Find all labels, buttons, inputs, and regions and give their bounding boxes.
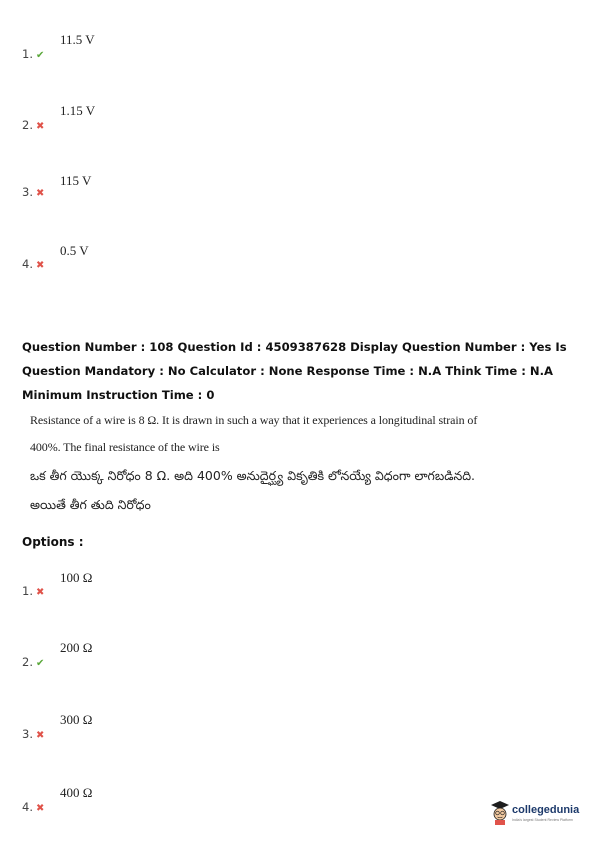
prev-option-text-4: 0.5 V	[60, 243, 89, 258]
option-number-3: 3. ✖	[22, 727, 45, 741]
question-text-line-2: 400%. The final resistance of the wire is	[30, 440, 220, 454]
question-telugu-line-1: ఒక తీగ యొక్క నిరోధం 8 Ω. అది 400% అనుదైర్ఘ్య వికృతికి లోనయ్యే విధంగా లాగబడినది.	[30, 468, 476, 483]
prev-option-number-4: 4. ✖	[22, 257, 45, 271]
student-mascot-icon	[490, 800, 510, 826]
option-text-3: 300 Ω	[60, 712, 93, 727]
option-text-4: 400 Ω	[60, 785, 93, 800]
option-number-2: 2. ✔	[22, 655, 45, 669]
prev-option-text-2: 1.15 V	[60, 103, 96, 118]
cross-icon: ✖	[35, 587, 45, 598]
options-label: Options :	[22, 535, 84, 549]
collegedunia-logo[interactable]	[490, 800, 590, 830]
option-number-4: 4. ✖	[22, 800, 45, 814]
prev-option-number-2: 2. ✖	[22, 118, 45, 132]
cross-icon: ✖	[35, 803, 45, 814]
cross-icon: ✖	[35, 188, 45, 199]
logo-tagline: India's largest Student Review Platform	[512, 818, 573, 822]
prev-option-number-1: 1. ✔	[22, 47, 45, 61]
check-icon: ✔	[35, 50, 45, 61]
option-number-1: 1. ✖	[22, 584, 45, 598]
option-text-1: 100 Ω	[60, 570, 93, 585]
question-telugu-line-2: అయితే తీగ తుది నిరోధం	[30, 497, 151, 512]
prev-option-text-3: 115 V	[60, 173, 92, 188]
cross-icon: ✖	[35, 730, 45, 741]
option-text-2: 200 Ω	[60, 640, 93, 655]
prev-option-text-1: 11.5 V	[60, 32, 95, 47]
logo-name: collegedunia	[512, 804, 580, 816]
check-icon: ✔	[35, 658, 45, 669]
cross-icon: ✖	[35, 260, 45, 271]
question-header: Question Number : 108 Question Id : 4509387628 Display Question Number : Yes Is Question Mandatory : No Calculator : None Response Time : N.A Think Time : N.A Minimum Instruction Time : 0	[22, 340, 567, 402]
cross-icon: ✖	[35, 121, 45, 132]
prev-option-number-3: 3. ✖	[22, 185, 45, 199]
question-text-line-1: Resistance of a wire is 8 Ω. It is drawn in such a way that it experiences a longitudinal strain of	[30, 413, 478, 427]
